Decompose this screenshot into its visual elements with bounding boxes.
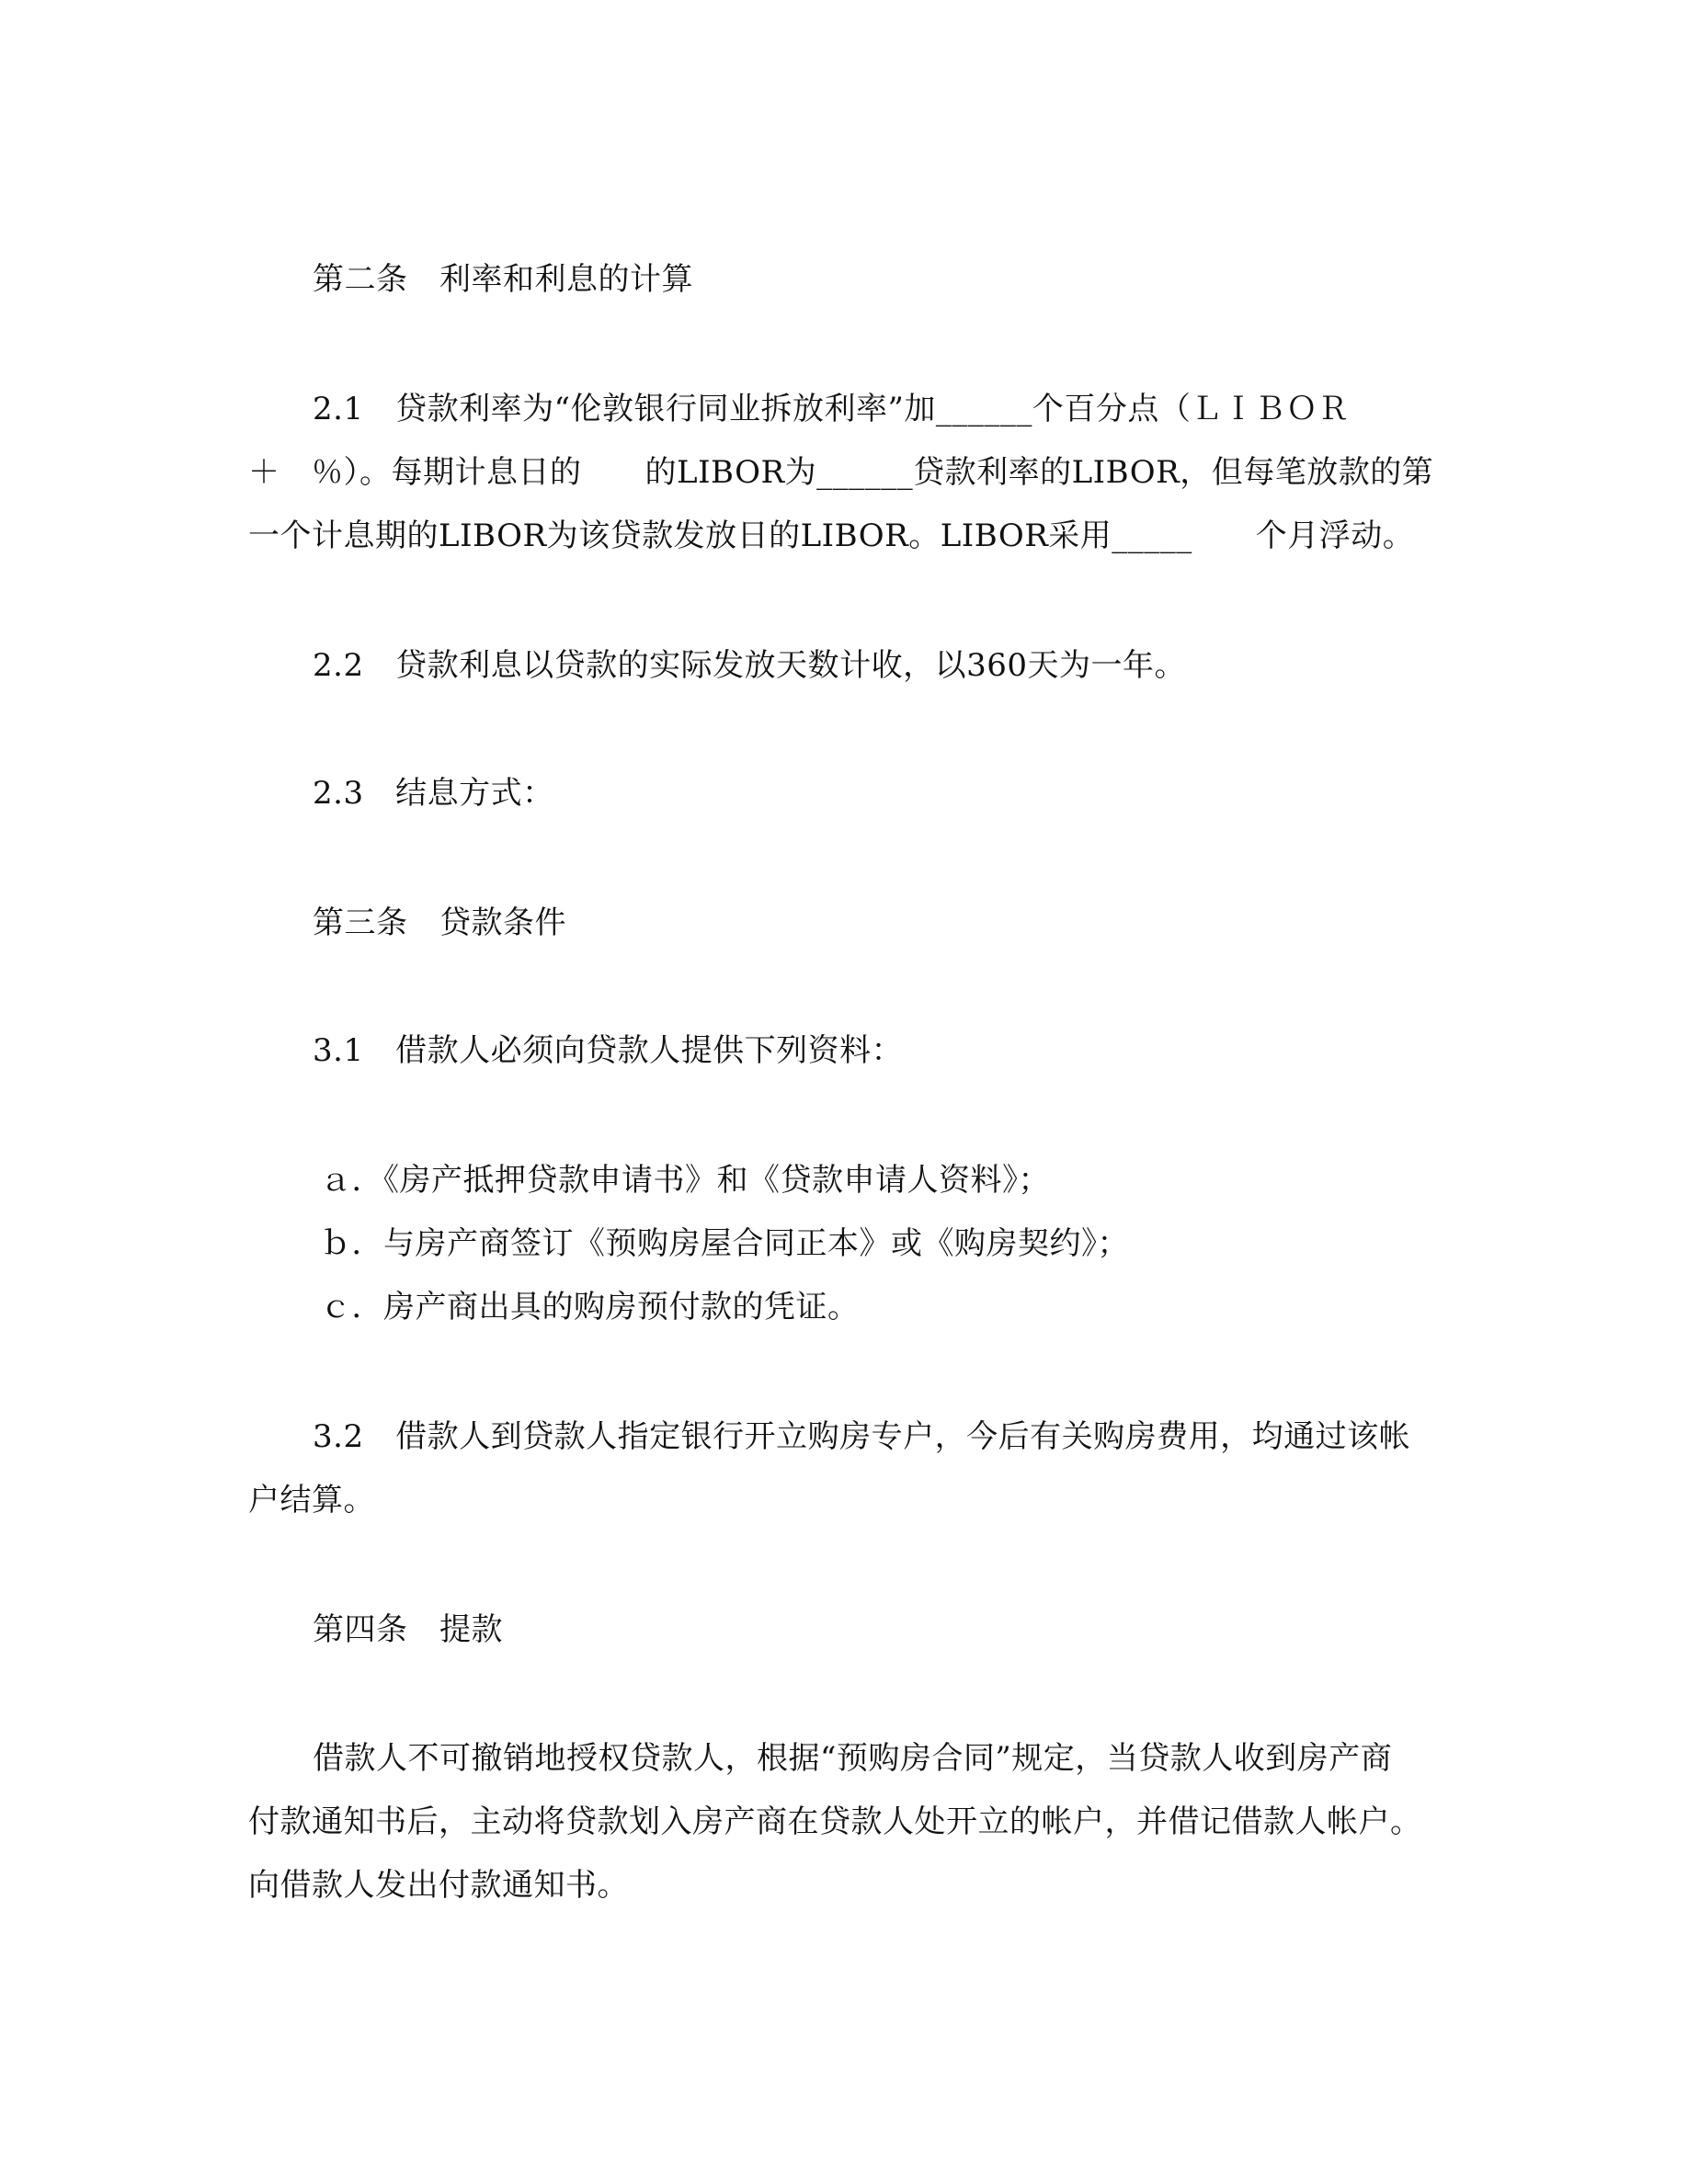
article-4-heading: 第四条 提款 bbox=[313, 1611, 503, 1648]
article-4-line-3: 向借款人发出付款通知书。 bbox=[248, 1867, 629, 1904]
clause-2-1-line-2: ＋ ％）。每期计息日的 的LIBOR为______贷款利率的LIBOR，但每笔放款的第 bbox=[248, 454, 1434, 491]
list-item-b: ｂ．与房产商签订《预购房屋合同正本》或《购房契约》； bbox=[320, 1225, 1129, 1262]
article-4-line-2: 付款通知书后，主动将贷款划入房产商在贷款人处开立的帐户，并借记借款人帐户。 bbox=[248, 1803, 1422, 1840]
clause-3-1: 3.1 借款人必须向贷款人提供下列资料： bbox=[313, 1032, 904, 1069]
clause-2-1-line-3: 一个计息期的LIBOR为该贷款发放日的LIBOR。LIBOR采用_____ 个月浮动。 bbox=[248, 518, 1415, 554]
article-2-heading: 第二条 利率和利息的计算 bbox=[313, 261, 693, 298]
clause-3-2-line-2: 户结算。 bbox=[248, 1482, 375, 1519]
clause-2-1-line-1: 2.1 贷款利率为“伦敦银行同业拆放利率”加______个百分点（ＬＩＢＯＲ bbox=[313, 391, 1350, 427]
article-4-line-1: 借款人不可撤销地授权贷款人，根据“预购房合同”规定，当贷款人收到房产商 bbox=[313, 1740, 1393, 1777]
list-item-c: ｃ．房产商出具的购房预付款的凭证。 bbox=[320, 1289, 860, 1325]
clause-3-2-line-1: 3.2 借款人到贷款人指定银行开立购房专户，今后有关购房费用，均通过该帐 bbox=[313, 1418, 1411, 1455]
clause-2-3: 2.3 结息方式： bbox=[313, 775, 554, 812]
clause-2-2: 2.2 贷款利息以贷款的实际发放天数计收，以360天为一年。 bbox=[313, 647, 1186, 684]
article-3-heading: 第三条 贷款条件 bbox=[313, 904, 566, 941]
list-item-a: ａ．《房产抵押贷款申请书》和《贷款申请人资料》； bbox=[320, 1162, 1050, 1199]
